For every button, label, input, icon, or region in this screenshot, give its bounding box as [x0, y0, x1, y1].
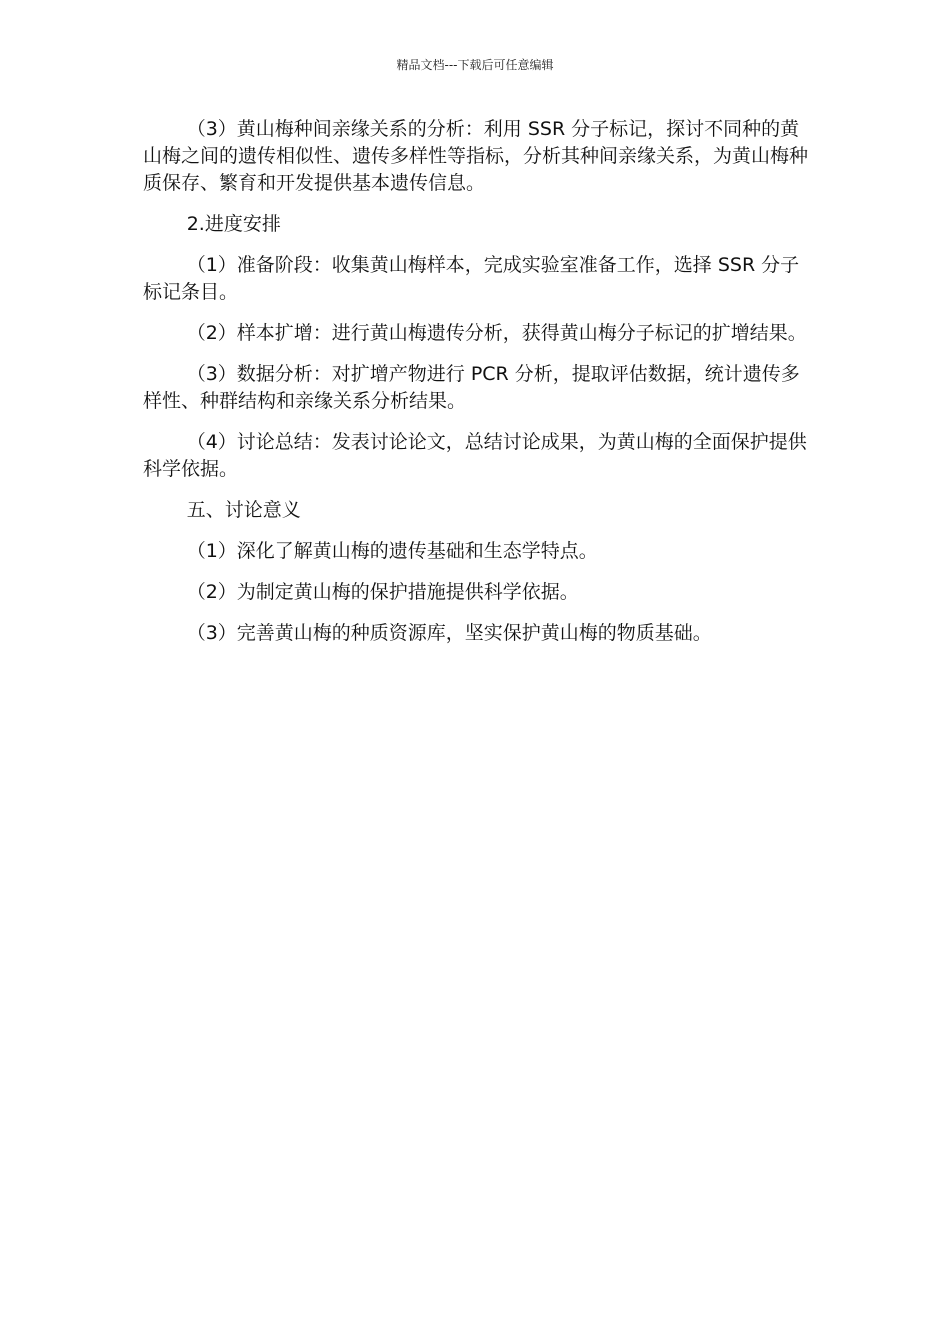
paragraph-significance-1: （1）深化了解黄山梅的遗传基础和生态学特点。 [186, 540, 598, 562]
paragraph-significance-3: （3）完善黄山梅的种质资源库，坚实保护黄山梅的物质基础。 [186, 622, 712, 644]
paragraph-data-analysis: （3）数据分析：对扩增产物进行 PCR 分析，提取评估数据，统计遗传多样性、种群结构和亲缘关系分析结果。 [143, 363, 800, 412]
document-body [143, 116, 808, 661]
section-heading-significance: 五、讨论意义 [186, 499, 301, 521]
paragraph-summary: （4）讨论总结：发表讨论论文，总结讨论成果，为黄山梅的全面保护提供科学依据。 [143, 431, 807, 480]
section-heading-schedule: 2.进度安排 [186, 213, 281, 235]
paragraph-significance-2: （2）为制定黄山梅的保护措施提供科学依据。 [186, 581, 579, 603]
paragraph-preparation: （1）准备阶段：收集黄山梅样本，完成实验室准备工作，选择 SSR 分子标记条目。 [143, 254, 800, 303]
page-header: 精品文档---下载后可任意编辑 [396, 58, 554, 72]
paragraph-ssr-analysis: （3）黄山梅种间亲缘关系的分析：利用 SSR 分子标记，探讨不同种的黄山梅之间的遗传相似性、遗传多样性等指标，分析其种间亲缘关系，为黄山梅种质保存、繁育和开发提供基本遗传信息。 [143, 118, 809, 194]
paragraph-amplification: （2）样本扩增：进行黄山梅遗传分析，获得黄山梅分子标记的扩增结果。 [186, 322, 807, 344]
